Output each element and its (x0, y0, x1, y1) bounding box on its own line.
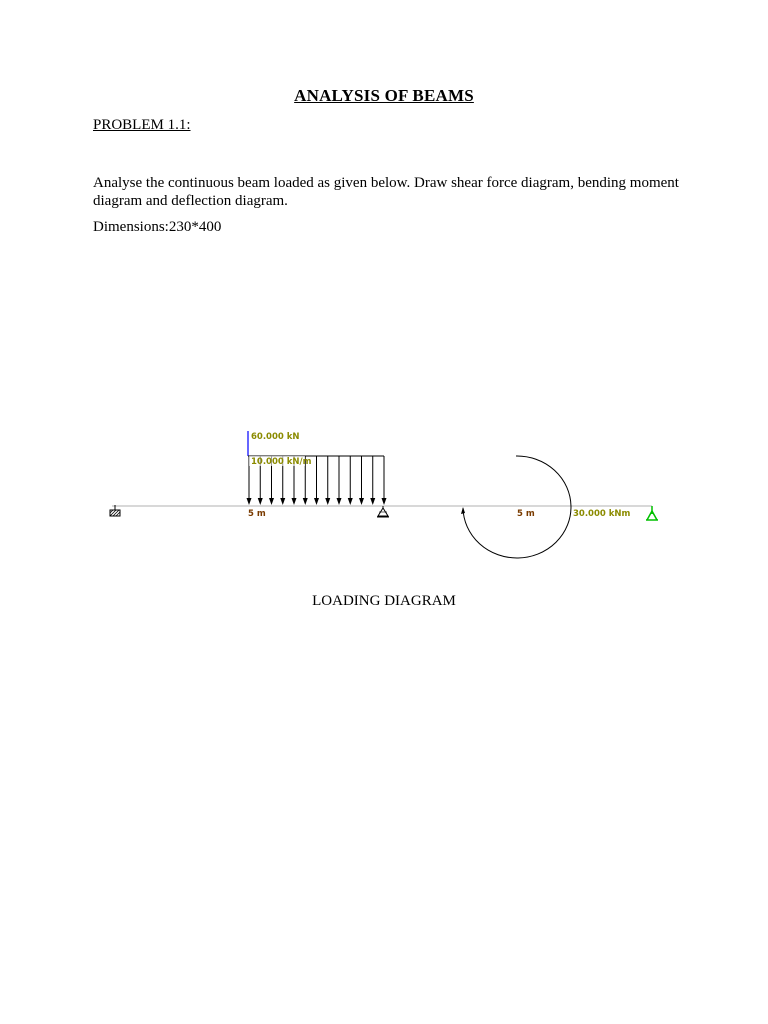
point-load-label: 60.000 kN (251, 432, 300, 442)
problem-heading: PROBLEM 1.1: (93, 117, 191, 133)
udl-arrow-head (292, 498, 297, 505)
udl-arrow-head (303, 498, 308, 505)
udl-arrow-head (269, 498, 274, 505)
diagram-caption: LOADING DIAGRAM (312, 593, 456, 609)
left-support-icon (110, 505, 120, 516)
udl-arrow-head (247, 498, 252, 505)
beam-dimensions: Dimensions:230*400 (93, 219, 222, 235)
page-title: ANALYSIS OF BEAMS (294, 86, 474, 105)
udl-arrow-head (258, 498, 263, 505)
applied-moment-icon (461, 456, 571, 558)
right-fixed-support-icon (646, 506, 658, 520)
udl-arrow-head (348, 498, 353, 505)
udl-arrow-head (325, 498, 330, 505)
span1-length-label: 5 m (248, 509, 266, 519)
udl-arrow-head (359, 498, 364, 505)
udl-arrow-head (382, 498, 387, 505)
problem-statement: Analyse the continuous beam loaded as given below. Draw shear force diagram, bending moment diagram and deflection diagram. (93, 175, 679, 209)
udl-label: 10.000 kN/m (251, 457, 312, 467)
udl-arrow-head (280, 498, 285, 505)
span2-length-label: 5 m (517, 509, 535, 519)
udl-arrow-head (314, 498, 319, 505)
udl-arrow-head (337, 498, 342, 505)
moment-label: 30.000 kNm (573, 509, 631, 519)
udl-arrow-head (370, 498, 375, 505)
middle-support-icon (377, 506, 389, 517)
